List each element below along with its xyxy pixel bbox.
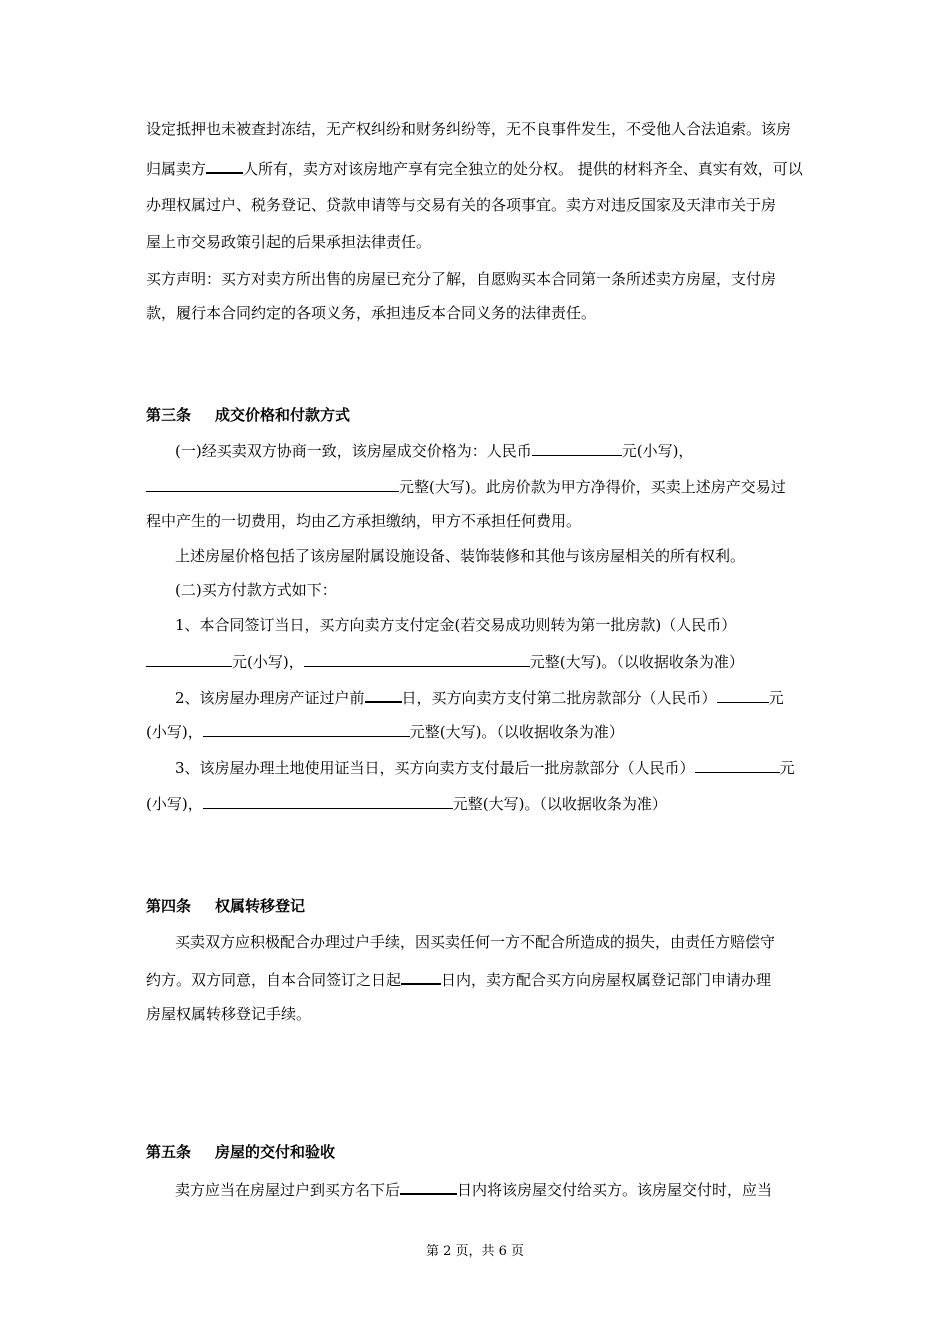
text: 元整(大写)。（以收据收条为准） xyxy=(409,723,624,741)
text: 卖方应当在房屋过户到买方名下后 xyxy=(175,1181,401,1199)
paragraph-line xyxy=(146,511,581,531)
text: 元(小写)， xyxy=(621,442,694,460)
text: 元(小写)， xyxy=(232,653,304,671)
paragraph-line xyxy=(175,615,736,635)
text: 日内将该房屋交付给买方。该房屋交付时，应当 xyxy=(457,1181,773,1199)
text: 房屋权属转移登记手续。 xyxy=(146,1005,312,1023)
blank-underline xyxy=(532,440,622,456)
paragraph-line xyxy=(146,476,786,497)
section-heading xyxy=(146,1142,335,1162)
text: 元整(大写)。（以收据收条为准） xyxy=(529,653,744,671)
text: 归属卖方 xyxy=(146,160,207,178)
paragraph-line xyxy=(146,1004,311,1024)
text: 约方。双方同意，自本合同签订之日起 xyxy=(146,971,402,989)
paragraph-line xyxy=(175,546,745,566)
blank-underline xyxy=(206,157,243,174)
text: (小写)， xyxy=(146,795,203,813)
text: 2、该房屋办理房产证过户前 xyxy=(175,689,365,707)
paragraph-line xyxy=(146,721,624,742)
blank-underline xyxy=(401,968,441,985)
text: 买方声明：买方对卖方所出售的房屋已充分了解，自愿购买本合同第一条所述卖方房屋，支付房 xyxy=(146,270,777,288)
blank-underline xyxy=(695,757,780,773)
section-heading xyxy=(146,896,305,916)
text: 日内，卖方配合买方向房屋权属登记部门申请办理 xyxy=(441,971,772,989)
paragraph-line xyxy=(146,651,744,672)
text: 办理权属过户、税务登记、贷款申请等与交易有关的各项事宜。卖方对违反国家及天津市关于房 xyxy=(146,196,777,214)
text: 日，买方向卖方支付第二批房款部分（人民币） xyxy=(401,689,717,707)
blank-underline xyxy=(717,687,769,703)
paragraph-line xyxy=(146,232,431,252)
blank-underline xyxy=(203,793,453,809)
text: 3、该房屋办理土地使用证当日，买方向卖方支付最后一批房款部分（人民币） xyxy=(175,759,695,777)
section-number: 第四条 xyxy=(146,897,192,915)
blank-underline xyxy=(146,651,232,667)
paragraph-line xyxy=(175,440,693,461)
text: 人所有，卖方对该房地产享有完全独立的处分权。 提供的材料齐全、真实有效，可以 xyxy=(243,160,803,178)
blank-underline xyxy=(203,721,410,737)
paragraph-line xyxy=(146,119,791,139)
text: 屋上市交易政策引起的后果承担法律责任。 xyxy=(146,233,432,251)
section-title: 成交价格和付款方式 xyxy=(215,406,351,424)
paragraph-line xyxy=(175,932,775,952)
paragraph-line xyxy=(146,793,667,814)
text: 上述房屋价格包括了该房屋附属设施设备、装饰装修和其他与该房屋相关的所有权利。 xyxy=(175,547,746,565)
blank-underline xyxy=(304,651,530,667)
section-title: 权属转移登记 xyxy=(215,897,306,915)
paragraph-line xyxy=(175,580,337,600)
text: 元 xyxy=(768,689,784,707)
paragraph-line xyxy=(175,1178,772,1200)
text: 程中产生的一切费用，均由乙方承担缴纳，甲方不承担任何费用。 xyxy=(146,512,582,530)
text: 元 xyxy=(779,759,795,777)
paragraph-line xyxy=(146,157,803,179)
text: 元整(大写)。（以收据收条为准） xyxy=(452,795,667,813)
text: 设定抵押也未被查封冻结，无产权纠纷和财务纠纷等，无不良事件发生，不受他人合法追索。该房 xyxy=(146,120,792,138)
section-number: 第三条 xyxy=(146,406,192,424)
text: 款，履行本合同约定的各项义务，承担违反本合同义务的法律责任。 xyxy=(146,304,597,322)
blank-underline xyxy=(146,476,399,492)
paragraph-line xyxy=(146,303,596,323)
text: 买卖双方应积极配合办理过户手续，因买卖任何一方不配合所造成的损失，由责任方赔偿守 xyxy=(175,933,776,951)
blank-underline xyxy=(400,1178,457,1195)
section-heading xyxy=(146,405,350,425)
paragraph-line xyxy=(175,686,784,708)
paragraph-line xyxy=(146,269,776,289)
paragraph-line xyxy=(146,195,776,215)
section-number: 第五条 xyxy=(146,1143,192,1161)
page-number-footer: 第 2 页，共 6 页 xyxy=(425,1244,525,1259)
text: (小写)， xyxy=(146,723,203,741)
paragraph-line xyxy=(146,968,771,990)
text: 元整(大写)。此房价款为甲方净得价，买卖上述房产交易过 xyxy=(399,478,786,496)
text: (一)经买卖双方协商一致，该房屋成交价格为：人民币 xyxy=(175,442,532,460)
text: 1、本合同签订当日，买方向卖方支付定金(若交易成功则转为第一批房款)（人民币） xyxy=(175,616,737,634)
paragraph-line xyxy=(175,757,795,778)
text: (二)买方付款方式如下： xyxy=(175,581,337,599)
section-title: 房屋的交付和验收 xyxy=(215,1143,336,1161)
blank-underline xyxy=(365,686,402,703)
